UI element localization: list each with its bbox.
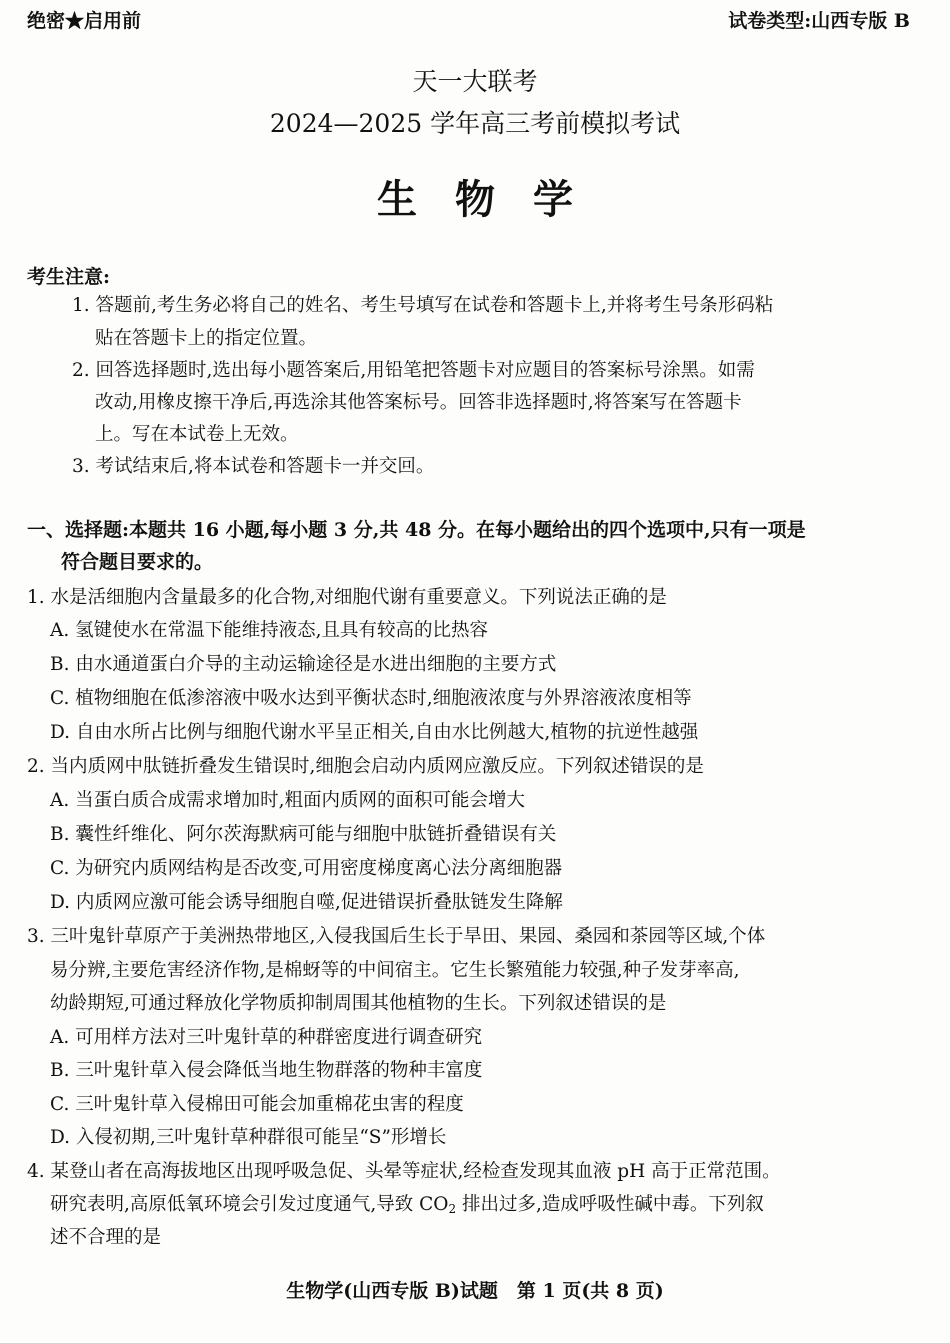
question-2-stem: 2. 当内质网中肽链折叠发生错误时,细胞会启动内质网应激反应。下列叙述错误的是 bbox=[27, 756, 704, 777]
q4-text-b: 排出过多,造成呼吸性碱中毒。下列叙 bbox=[456, 1194, 764, 1215]
note-line: 贴在答题卡上的指定位置。 bbox=[95, 328, 318, 349]
question-3-stem-cont: 易分辨,主要危害经济作物,是棉蚜等的中间宿主。它生长繁殖能力较强,种子发芽率高, bbox=[50, 960, 740, 981]
note-line: 1. 答题前,考生务必将自己的姓名、考生号填写在试卷和答题卡上,并将考生号条形码粘 bbox=[72, 295, 774, 316]
question-3-option-a: A. 可用样方法对三叶鬼针草的种群密度进行调查研究 bbox=[50, 1027, 483, 1048]
subject-title: 生物学 bbox=[377, 176, 611, 223]
question-1-stem: 1. 水是活细胞内含量最多的化合物,对细胞代谢有重要意义。下列说法正确的是 bbox=[27, 587, 667, 608]
section-heading: 一、选择题:本题共 16 小题,每小题 3 分,共 48 分。在每小题给出的四个选项中,只有一项是 bbox=[27, 519, 806, 541]
question-2-option-d: D. 内质网应激可能会诱导细胞自噬,促进错误折叠肽链发生降解 bbox=[50, 892, 563, 913]
exam-organizer-title: 天一大联考 bbox=[412, 67, 538, 96]
note-line: 3. 考试结束后,将本试卷和答题卡一并交回。 bbox=[72, 456, 435, 477]
question-1-option-c: C. 植物细胞在低渗溶液中吸水达到平衡状态时,细胞液浓度与外界溶液浓度相等 bbox=[50, 688, 692, 709]
question-3-option-c: C. 三叶鬼针草入侵棉田可能会加重棉花虫害的程度 bbox=[50, 1094, 464, 1115]
exam-name-title: 2024—2025 学年高三考前模拟考试 bbox=[269, 109, 681, 138]
note-line: 上。写在本试卷上无效。 bbox=[95, 424, 299, 445]
question-4-stem-cont: 述不合理的是 bbox=[50, 1227, 162, 1248]
notes-heading: 考生注意: bbox=[27, 266, 111, 288]
q4-text-a: 研究表明,高原低氧环境会引发过度通气,导致 CO bbox=[50, 1194, 449, 1215]
co2-subscript: 2 bbox=[448, 1202, 457, 1216]
question-4-stem: 4. 某登山者在高海拔地区出现呼吸急促、头晕等症状,经检查发现其血液 pH 高于正常范围。 bbox=[27, 1161, 781, 1182]
question-2-option-a: A. 当蛋白质合成需求增加时,粗面内质网的面积可能会增大 bbox=[50, 790, 526, 811]
question-3-option-b: B. 三叶鬼针草入侵会降低当地生物群落的物种丰富度 bbox=[50, 1060, 483, 1081]
question-3-stem: 3. 三叶鬼针草原产于美洲热带地区,入侵我国后生长于旱田、果园、桑园和茶园等区域,个体 bbox=[27, 926, 766, 947]
question-2-option-c: C. 为研究内质网结构是否改变,可用密度梯度离心法分离细胞器 bbox=[50, 858, 563, 879]
question-3-option-d: D. 入侵初期,三叶鬼针草种群很可能呈“S”形增长 bbox=[50, 1127, 447, 1148]
question-2-option-b: B. 囊性纤维化、阿尔茨海默病可能与细胞中肽链折叠错误有关 bbox=[50, 824, 557, 845]
note-line: 改动,用橡皮擦干净后,再选涂其他答案标号。回答非选择题时,将答案写在答题卡 bbox=[95, 392, 742, 413]
question-3-stem-cont: 幼龄期短,可通过释放化学物质抑制周围其他植物的生长。下列叙述错误的是 bbox=[50, 993, 667, 1014]
page-footer: 生物学(山西专版 B)试题 第 1 页(共 8 页) bbox=[286, 1280, 664, 1302]
section-heading-cont: 符合题目要求的。 bbox=[61, 551, 214, 573]
question-1-option-b: B. 由水通道蛋白介导的主动运输途径是水进出细胞的主要方式 bbox=[50, 654, 557, 675]
question-1-option-a: A. 氢键使水在常温下能维持液态,且具有较高的比热容 bbox=[50, 620, 489, 641]
question-1-option-d: D. 自由水所占比例与细胞代谢水平呈正相关,自由水比例越大,植物的抗逆性越强 bbox=[50, 722, 699, 743]
note-line: 2. 回答选择题时,选出每小题答案后,用铅笔把答题卡对应题目的答案标号涂黑。如需 bbox=[72, 360, 755, 381]
paper-type-label: 试卷类型:山西专版 B bbox=[728, 10, 910, 32]
confidential-label: 绝密★启用前 bbox=[27, 10, 142, 32]
